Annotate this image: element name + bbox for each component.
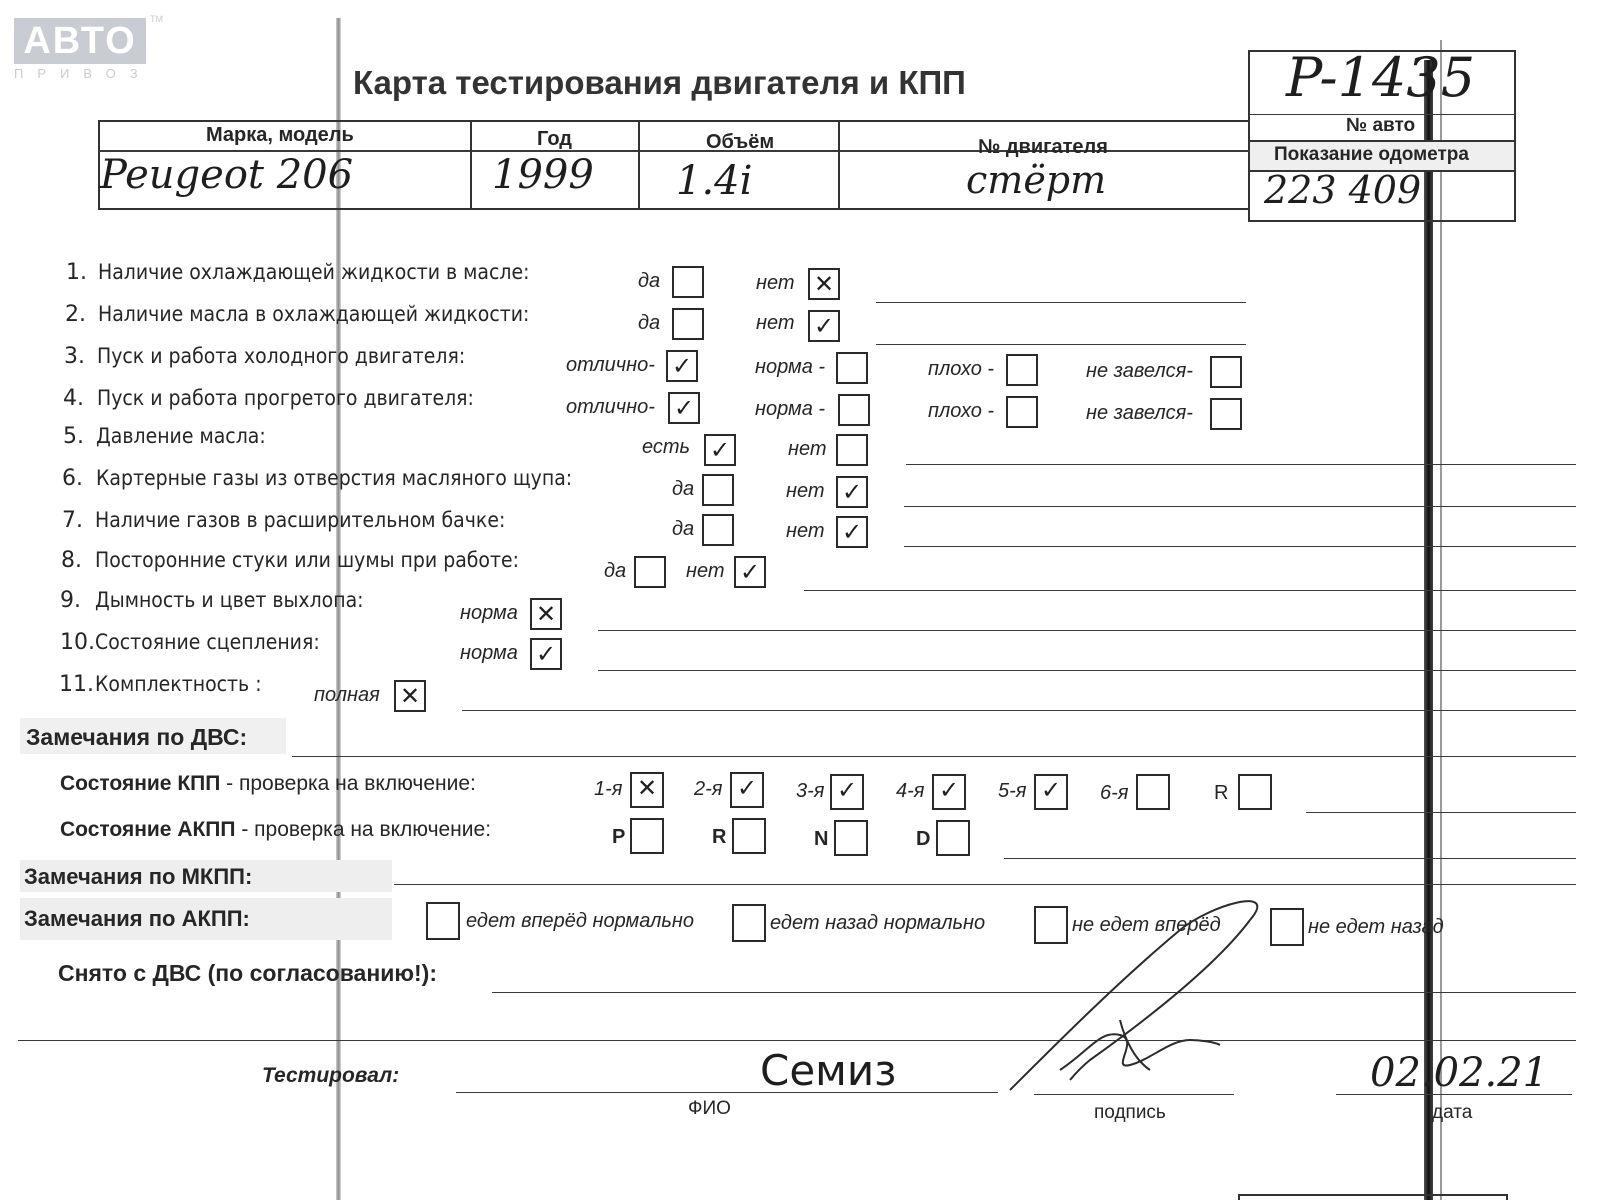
kpp-label-bold: Состояние КПП [60,772,221,795]
cross-icon: ✕ [636,774,658,802]
akpp-remark-line[interactable] [1004,858,1576,859]
checkmark-icon: ✓ [671,352,693,380]
item-5-opt-no-checkbox[interactable] [836,434,868,466]
item-3-opt-nostart-label: не завелся- [1086,360,1193,382]
cross-icon: ✕ [535,600,557,628]
checkmark-icon: ✓ [535,640,557,668]
item-10-remark-line[interactable] [598,670,1576,671]
item-3-opt-bad-label: плохо - [928,358,995,380]
bottom-stub-box [1238,1194,1508,1200]
item-5-opt-no-label: нет [788,438,827,460]
item-2-opt-yes-label: да [638,312,661,334]
kpp-gear-1-checkbox[interactable] [630,772,664,808]
item-2-remark-line[interactable] [876,344,1246,345]
akpp-mode-p-checkbox[interactable] [630,818,664,854]
checkmark-icon: ✓ [673,394,695,422]
kpp-gear-5-checkbox[interactable] [1034,774,1068,810]
handwritten-signature-icon [1000,890,1300,1100]
item-10-text: Состояние сцепления: [95,630,320,654]
item-8-opt-no-checkbox[interactable] [734,556,766,588]
item-7-remark-line[interactable] [904,546,1576,547]
akpp-mode-r-label: R [712,826,727,848]
akpp-opt-back-ok-checkbox[interactable] [732,904,766,942]
checkmark-icon: ✓ [841,518,863,546]
header-col-engine-label: № двигателя [978,136,1108,158]
item-7-text: Наличие газов в расширительном бачке: [95,508,506,532]
item-8-number: 8. [61,548,82,573]
item-9-opt-normal-checkbox[interactable] [530,598,562,630]
dvs-remarks-line[interactable] [292,756,1576,757]
tester-name-value: Семиз [760,1046,897,1095]
item-2-opt-no-checkbox[interactable] [808,310,840,342]
item-6-opt-no-label: нет [786,480,825,502]
item-8-remark-line[interactable] [804,590,1576,591]
item-4-opt-nostart-checkbox[interactable] [1210,398,1242,430]
car-number-value: P-1435 [1286,46,1476,109]
akpp-mode-r-checkbox[interactable] [732,818,766,854]
logo-sub: ПРИВОЗ [14,66,152,81]
item-9-remark-line[interactable] [598,630,1576,631]
tested-by-label: Тестировал: [262,1064,400,1087]
item-3-opt-excellent-checkbox[interactable] [666,350,698,382]
item-4-opt-bad-label: плохо - [928,400,995,422]
mkpp-remarks-label: Замечания по МКПП: [24,864,253,889]
kpp-gear-6-label: 6-я [1100,782,1129,804]
akpp-opt-forward-ok-label: едет вперёд нормально [466,910,695,932]
kpp-gear-1-label: 1-я [594,778,623,800]
item-3-opt-excellent-label: отлично- [566,354,655,376]
kpp-gear-4-checkbox[interactable] [932,774,966,810]
header-col-engine-value: стёрт [966,158,1107,202]
item-1-opt-yes-label: да [638,270,661,292]
item-5-opt-yes-checkbox[interactable] [704,434,736,466]
removed-label: Снято с ДВС (по согласованию!): [58,960,437,986]
item-11-number: 11. [59,672,94,697]
akpp-label-rest: - проверка на включение: [235,818,492,841]
item-8-opt-no-label: нет [686,560,725,582]
item-8-opt-yes-checkbox[interactable] [634,556,666,588]
checkmark-icon: ✓ [813,312,835,340]
kpp-gear-3-checkbox[interactable] [830,774,864,810]
checkmark-icon: ✓ [709,436,731,464]
kpp-label [60,772,476,796]
item-6-opt-no-checkbox[interactable] [836,476,868,508]
item-8-text: Посторонние стуки или шумы при работе: [95,548,519,572]
item-7-opt-yes-checkbox[interactable] [702,514,734,546]
kpp-gear-3-label: 3-я [796,780,825,802]
item-6-text: Картерные газы из отверстия масляного щупа: [96,466,573,490]
cross-icon: ✕ [399,682,421,710]
item-1-opt-yes-checkbox[interactable] [672,266,704,298]
akpp-opt-back-ok-label: едет назад нормально [770,912,986,934]
item-3-text: Пуск и работа холодного двигателя: [97,344,466,368]
akpp-remarks-label: Замечания по АКПП: [24,906,250,931]
item-1-remark-line[interactable] [876,302,1246,303]
item-3-opt-nostart-checkbox[interactable] [1210,356,1242,388]
item-3-number: 3. [64,344,85,369]
item-7-number: 7. [62,508,83,533]
header-col-year-label: Год [537,128,572,150]
item-1-opt-no-checkbox[interactable] [808,268,840,300]
kpp-remark-line[interactable] [1306,812,1576,813]
item-3-opt-bad-checkbox[interactable] [1006,354,1038,386]
item-10-number: 10. [60,630,95,655]
fio-label: ФИО [688,1098,731,1119]
odometer-value: 223 409 [1264,168,1422,212]
section-divider [18,1040,1576,1041]
item-3-opt-normal-label: норма - [755,356,826,378]
logo [14,18,152,81]
fio-line[interactable] [456,1092,998,1093]
kpp-gear-r-label: R [1214,782,1229,804]
item-2-opt-no-label: нет [756,312,795,334]
item-4-opt-normal-label: норма - [755,398,826,420]
header-col-year-value: 1999 [492,152,594,198]
item-8-opt-yes-label: да [604,560,627,582]
header-col-volume-value: 1.4i [676,158,753,204]
kpp-gear-2-checkbox[interactable] [730,772,764,808]
item-4-number: 4. [63,386,84,411]
item-11-opt-full-checkbox[interactable] [394,680,426,712]
item-6-remark-line[interactable] [904,506,1576,507]
akpp-opt-no-forward-label: не едет вперёд [1072,914,1221,936]
item-3-opt-normal-checkbox[interactable] [836,352,868,384]
item-5-opt-yes-label: есть [642,436,691,458]
item-1-text: Наличие охлаждающей жидкости в масле: [98,260,530,284]
item-4-text: Пуск и работа прогретого двигателя: [97,386,474,410]
kpp-gear-4-label: 4-я [896,780,925,802]
kpp-label-rest: - проверка на включение: [220,772,476,795]
item-11-text: Комплектность : [95,672,262,696]
item-1-number: 1. [66,260,87,285]
signature-label: подпись [1094,1102,1166,1123]
item-2-text: Наличие масла в охлаждающей жидкости: [98,302,530,326]
date-value: 02.02.21 [1370,1050,1549,1096]
item-4-opt-excellent-checkbox[interactable] [668,392,700,424]
item-11-remark-line[interactable] [462,710,1576,711]
mkpp-remarks-line[interactable] [394,884,1576,885]
kpp-gear-5-label: 5-я [998,780,1027,802]
odometer-label: Показание одометра [1274,144,1469,165]
checkmark-icon: ✓ [836,776,858,804]
item-9-number: 9. [60,588,81,613]
item-1-opt-no-label: нет [756,272,795,294]
logo-brand: АВТО [14,18,146,64]
kpp-gear-6-checkbox[interactable] [1136,774,1170,810]
akpp-mode-n-checkbox[interactable] [834,820,868,856]
item-4-opt-bad-checkbox[interactable] [1006,396,1038,428]
item-4-opt-nostart-label: не завелся- [1086,402,1193,424]
checkmark-icon: ✓ [938,776,960,804]
item-6-number: 6. [62,466,83,491]
item-4-opt-normal-checkbox[interactable] [838,394,870,426]
logo-tm: TM [150,14,163,24]
checkmark-icon: ✓ [736,774,758,802]
akpp-mode-d-checkbox[interactable] [936,820,970,856]
dvs-remarks-label: Замечания по ДВС: [26,724,248,750]
header-col-brand-value: Peugeot 206 [100,152,354,198]
item-6-opt-yes-label: да [672,478,695,500]
akpp-mode-d-label: D [916,828,931,850]
item-11-opt-full-label: полная [314,684,380,706]
checkmark-icon: ✕ [813,270,835,298]
item-10-opt-normal-label: норма [460,642,518,664]
akpp-label [60,818,491,842]
checkmark-icon: ✓ [1040,776,1062,804]
kpp-gear-2-label: 2-я [694,778,723,800]
item-5-number: 5. [63,424,84,449]
item-2-number: 2. [65,302,86,327]
akpp-opt-forward-ok-checkbox[interactable] [426,902,460,940]
item-6-opt-yes-checkbox[interactable] [702,474,734,506]
item-5-remark-line[interactable] [906,464,1576,465]
item-9-text: Дымность и цвет выхлопа: [95,588,364,612]
item-7-opt-no-checkbox[interactable] [836,516,868,548]
header-col-brand-label: Марка, модель [206,124,354,146]
item-7-opt-no-label: нет [786,520,825,542]
kpp-gear-r-checkbox[interactable] [1238,774,1272,810]
checkmark-icon: ✓ [841,478,863,506]
car-number-label: № авто [1346,115,1416,136]
checkmark-icon: ✓ [739,558,761,586]
item-4-opt-excellent-label: отлично- [566,396,655,418]
page-title: Карта тестирования двигателя и КПП [353,64,966,101]
akpp-mode-p-label: P [612,826,626,848]
header-col-volume-label: Объём [706,131,775,153]
item-10-opt-normal-checkbox[interactable] [530,638,562,670]
item-5-text: Давление масла: [96,424,266,448]
item-7-opt-yes-label: да [672,518,695,540]
akpp-label-bold: Состояние АКПП [60,818,236,841]
akpp-opt-no-back-label: не едет назад [1308,916,1444,938]
item-9-opt-normal-label: норма [460,602,518,624]
akpp-mode-n-label: N [814,828,829,850]
item-2-opt-yes-checkbox[interactable] [672,308,704,340]
date-label: дата [1432,1102,1473,1123]
